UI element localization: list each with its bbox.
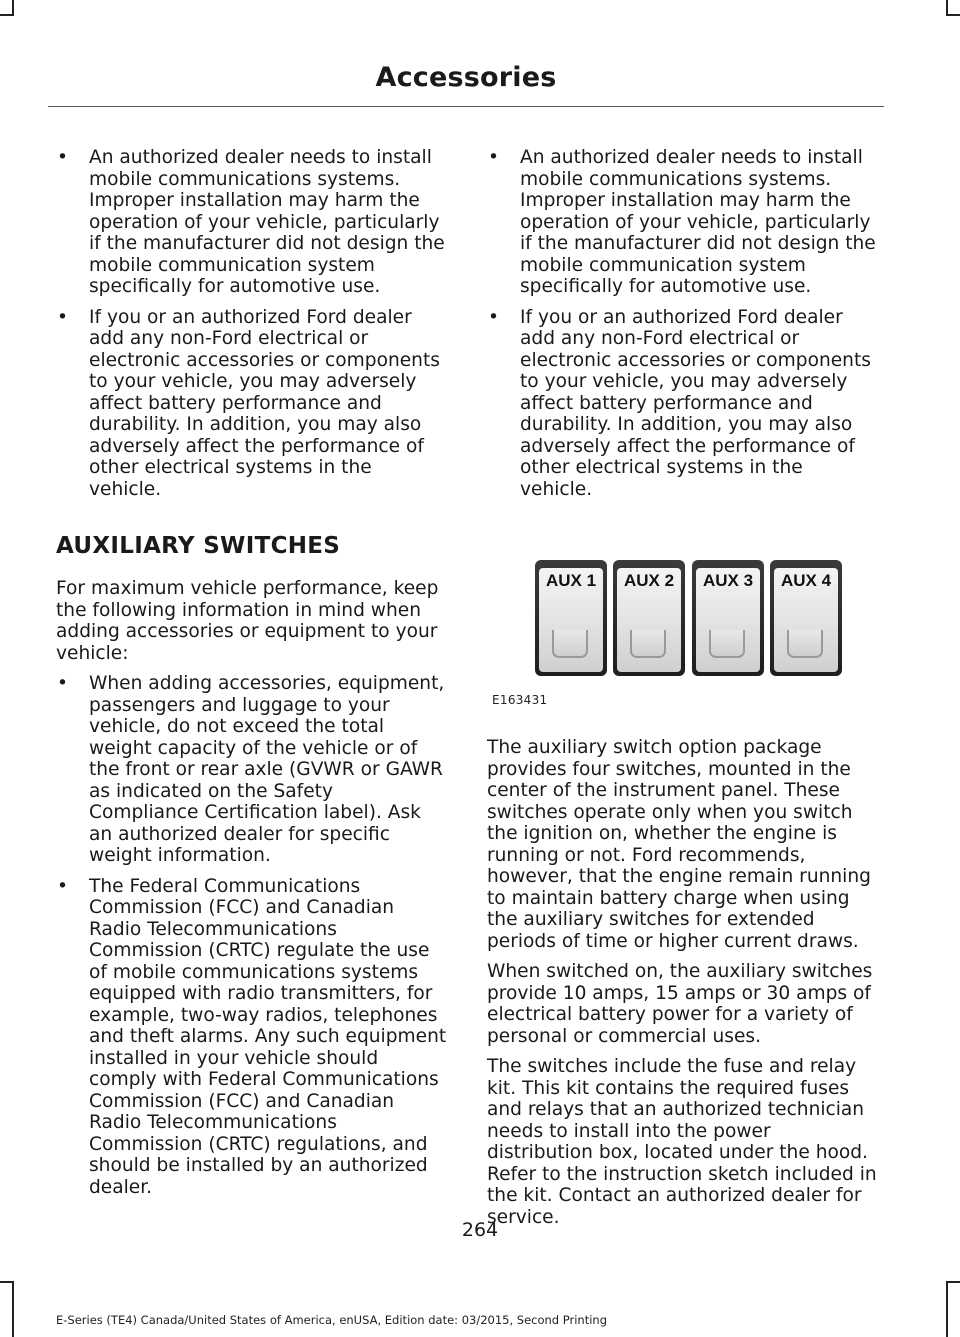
aux-switch-label: AUX 4 <box>780 571 832 590</box>
bullet-item <box>56 876 448 1199</box>
aux-switch-1 <box>535 560 607 676</box>
crop-mark <box>946 1281 948 1337</box>
left-column <box>56 147 448 1207</box>
page-header-title: Accessories <box>375 62 557 93</box>
aux-switch-label: AUX 3 <box>702 571 754 590</box>
bullet-text: The Federal Communications Commission (FCC) and Canadian Radio Telecommunications Commission (CRTC) regulate the use of mobile communications systems equipped with radio transmitters, for example, two-way radios, telephones and theft alarms. Any such equipment installed in your vehicle should comply with Federal Communications Commission (FCC) and Canadian Radio Telecommunications Commission (CRTC) regulations, and should be installed by an authorized dealer. <box>89 875 447 1198</box>
right-column <box>487 147 879 1237</box>
bullet-glyph: • <box>57 147 68 168</box>
crop-mark <box>0 1281 14 1283</box>
aux-switch-panel <box>535 560 845 678</box>
bullet-text: An authorized dealer needs to install mobile communications systems. Improper installation may harm the operation of your vehicle, particularly if the manufacturer did not design the mobile communication system specifically for automotive use. <box>520 147 876 297</box>
bullet-text: If you or an authorized Ford dealer add any non-Ford electrical or electronic accessories or components to your vehicle, you may adversely affect battery performance and durability. In addition, you may also adversely affect the performance of other electrical systems in the vehicle. <box>89 306 440 500</box>
bullet-item <box>56 673 448 867</box>
bullet-text: An authorized dealer needs to install mobile communications systems. Improper installation may harm the operation of your vehicle, particularly if the manufacturer did not design the mobile communication system specifically for automotive use. <box>89 147 445 297</box>
aux-switch-label: AUX 2 <box>623 571 675 590</box>
rocker-icon <box>630 630 666 658</box>
aux-switch-3 <box>692 560 764 676</box>
body-paragraph: The auxiliary switch option package provides four switches, mounted in the center of the instrument panel. These switches operate only when you switch the ignition on, whether the engine is running or not. Ford recommends, however, that the engine remain running to maintain battery charge when using the auxiliary switches for extended periods of time or higher current draws. <box>487 737 871 952</box>
bullet-glyph: • <box>57 875 68 897</box>
header-rule <box>48 106 884 107</box>
crop-mark <box>946 14 960 16</box>
bullet-text: When adding accessories, equipment, passengers and luggage to your vehicle, do not exceed the total weight capacity of the vehicle or of the front or rear axle (GVWR or GAWR as indicated on the Safety Compliance Certification label). Ask an authorized dealer for specific weight information. <box>89 673 445 866</box>
figure-id: E163431 <box>492 693 548 707</box>
aux-switch-label: AUX 1 <box>545 571 597 590</box>
crop-mark <box>12 1281 14 1337</box>
page-number: 264 <box>461 1219 499 1241</box>
bullet-item <box>56 307 448 501</box>
bullet-item <box>487 307 879 501</box>
body-paragraph: When switched on, the auxiliary switches provide 10 amps, 15 amps or 30 amps of electrical battery power for a variety of personal or commercial uses. <box>487 961 873 1047</box>
rocker-icon <box>552 630 588 658</box>
body-paragraph: The switches include the fuse and relay kit. This kit contains the required fuses and relays that an authorized technician needs to install into the power distribution box, located under the hood. Refer to the instruction sketch included in the kit. Contact an authorized dealer for service. <box>487 1056 877 1228</box>
bullet-item <box>487 147 879 298</box>
section-heading: AUXILIARY SWITCHES <box>56 533 341 559</box>
bullet-glyph: • <box>488 147 499 168</box>
rocker-icon <box>709 630 745 658</box>
bullet-glyph: • <box>57 673 68 694</box>
aux-switch-4 <box>770 560 842 676</box>
aux-switches-figure <box>487 560 879 710</box>
bullet-item <box>56 147 448 298</box>
crop-mark <box>946 1281 960 1283</box>
crop-mark <box>0 14 14 16</box>
rocker-icon <box>787 630 823 658</box>
bullet-text: If you or an authorized Ford dealer add any non-Ford electrical or electronic accessories or components to your vehicle, you may adversely affect battery performance and durability. In addition, you may also adversely affect the performance of other electrical systems in the vehicle. <box>520 306 871 500</box>
bullet-glyph: • <box>57 306 68 328</box>
page-footer: E-Series (TE4) Canada/United States of America, enUSA, Edition date: 03/2015, Second Printing <box>56 1313 608 1327</box>
bullet-glyph: • <box>488 306 499 328</box>
intro-paragraph: For maximum vehicle performance, keep the following information in mind when adding accessories or equipment to your vehicle: <box>56 578 439 664</box>
aux-switch-2 <box>613 560 685 676</box>
